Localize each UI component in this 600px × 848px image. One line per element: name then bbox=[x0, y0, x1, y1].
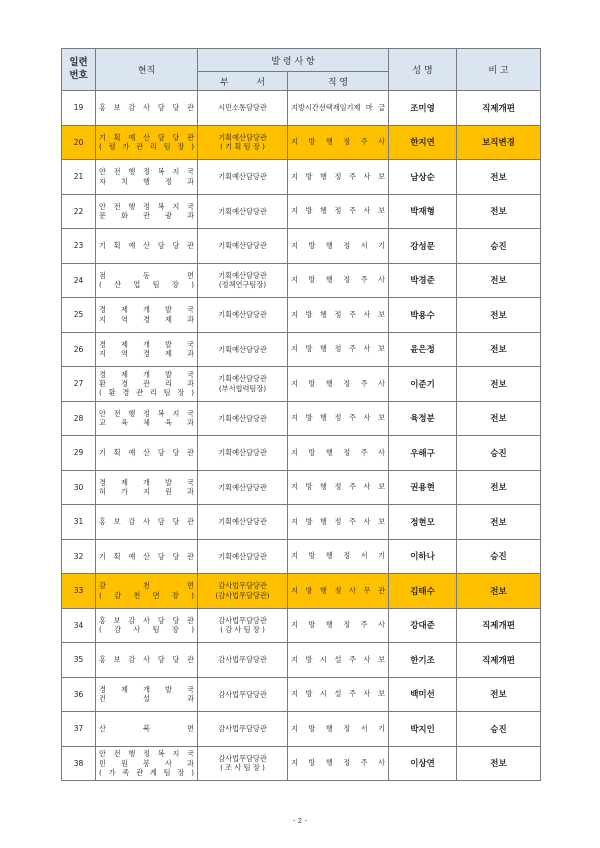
header-job: 직 영 bbox=[288, 72, 389, 91]
row-number: 36 bbox=[62, 677, 96, 712]
assigned-department-line: 감사법무담당관 bbox=[218, 615, 267, 625]
current-position bbox=[96, 470, 198, 505]
table-row bbox=[62, 263, 541, 298]
header-seq-line2: 번호 bbox=[69, 69, 88, 81]
job-grade: 지 방 행 정 주 사 보 bbox=[288, 298, 389, 333]
table-row bbox=[62, 746, 541, 781]
assigned-department-line: 감사법무담당관 bbox=[218, 753, 267, 763]
current-position-line: 자 치 행 정 과 bbox=[99, 176, 194, 186]
table-row bbox=[62, 574, 541, 609]
current-position-line: 안 전 행 정 복 지 국 bbox=[99, 749, 194, 759]
header-seq-line1: 일련 bbox=[69, 57, 88, 69]
row-number: 20 bbox=[62, 125, 96, 160]
current-position-line: 홍 보 감 사 담 당 관 bbox=[99, 517, 194, 527]
row-number: 32 bbox=[62, 539, 96, 574]
row-number: 31 bbox=[62, 505, 96, 540]
personnel-table bbox=[61, 48, 541, 781]
current-position bbox=[96, 194, 198, 229]
assigned-department-line: (정책연구팀장) bbox=[218, 280, 267, 290]
current-position-line: 점 동 면 bbox=[99, 270, 194, 280]
row-number: 26 bbox=[62, 332, 96, 367]
job-grade: 지 방 행 정 주 사 bbox=[288, 263, 389, 298]
remark: 승진 bbox=[457, 712, 541, 747]
current-position bbox=[96, 367, 198, 402]
job-grade: 지 방 행 정 주 사 보 bbox=[288, 194, 389, 229]
table-row bbox=[62, 539, 541, 574]
row-number: 19 bbox=[62, 91, 96, 126]
table-row bbox=[62, 470, 541, 505]
assigned-department-line: 기획예산담당관 bbox=[218, 241, 267, 251]
job-grade: 지 방 행 정 주 사 bbox=[288, 746, 389, 781]
job-grade: 지 방 행 정 주 사 bbox=[288, 436, 389, 471]
row-number: 27 bbox=[62, 367, 96, 402]
header-seq bbox=[62, 49, 96, 91]
assigned-department bbox=[198, 332, 288, 367]
job-grade: 지 방 행 정 주 사 bbox=[288, 125, 389, 160]
current-position-line: 안 전 행 정 복 지 국 bbox=[99, 167, 194, 177]
remark: 직제개편 bbox=[457, 91, 541, 126]
row-number: 23 bbox=[62, 229, 96, 264]
row-number: 28 bbox=[62, 401, 96, 436]
current-position bbox=[96, 608, 198, 643]
current-position bbox=[96, 643, 198, 678]
current-position bbox=[96, 298, 198, 333]
job-grade: 지 방 행 정 서 기 bbox=[288, 712, 389, 747]
assigned-department-line: 기획예산담당관 bbox=[218, 448, 267, 458]
assigned-department-line: 기획예산담당관 bbox=[218, 172, 267, 182]
assigned-department bbox=[198, 367, 288, 402]
job-grade: 지 방 행 정 주 사 보 bbox=[288, 160, 389, 195]
job-grade: 지 방 행 정 서 기 bbox=[288, 539, 389, 574]
current-position-line: 문 화 관 광 과 bbox=[99, 211, 194, 221]
current-position-line: ( 산 업 팀 장 ) bbox=[99, 280, 194, 290]
remark: 전보 bbox=[457, 194, 541, 229]
person-name: 조미영 bbox=[389, 91, 457, 126]
current-position-line: 경 제 개 발 국 bbox=[99, 684, 194, 694]
person-name: 박경준 bbox=[389, 263, 457, 298]
row-number: 37 bbox=[62, 712, 96, 747]
current-position-line: 기 획 예 산 담 당 관 bbox=[99, 241, 194, 251]
job-grade: 지 방 행 정 주 사 보 bbox=[288, 505, 389, 540]
remark: 보직변경 bbox=[457, 125, 541, 160]
current-position bbox=[96, 125, 198, 160]
assigned-department-line: 감사법무담당관 bbox=[218, 724, 267, 734]
assigned-department bbox=[198, 574, 288, 609]
assigned-department-line: 기획예산담당관 bbox=[218, 551, 267, 561]
assigned-department bbox=[198, 712, 288, 747]
person-name: 이상연 bbox=[389, 746, 457, 781]
current-position-line: 산 북 면 bbox=[99, 724, 194, 734]
job-grade: 지 방 행 정 주 사 보 bbox=[288, 332, 389, 367]
job-grade: 지 방 행 정 주 사 보 bbox=[288, 470, 389, 505]
person-name: 김태수 bbox=[389, 574, 457, 609]
current-position-line: 감 천 면 bbox=[99, 581, 194, 591]
table-row bbox=[62, 125, 541, 160]
current-position-line: 홍 보 감 사 담 당 관 bbox=[99, 655, 194, 665]
assigned-department bbox=[198, 470, 288, 505]
table-row bbox=[62, 643, 541, 678]
assigned-department-line: 기획예산담당관 bbox=[218, 374, 267, 384]
person-name: 이준기 bbox=[389, 367, 457, 402]
job-grade: 지방시간선택제임기제 마 급 bbox=[288, 91, 389, 126]
assigned-department bbox=[198, 643, 288, 678]
current-position-line: 지 역 경 제 과 bbox=[99, 349, 194, 359]
current-position bbox=[96, 539, 198, 574]
current-position-line: 경 제 개 발 국 bbox=[99, 477, 194, 487]
assigned-department bbox=[198, 125, 288, 160]
current-position bbox=[96, 436, 198, 471]
assigned-department-line: 기획예산담당관 bbox=[218, 344, 267, 354]
row-number: 24 bbox=[62, 263, 96, 298]
person-name: 한기조 bbox=[389, 643, 457, 678]
assigned-department bbox=[198, 539, 288, 574]
assigned-department bbox=[198, 91, 288, 126]
person-name: 박지인 bbox=[389, 712, 457, 747]
table-row bbox=[62, 332, 541, 367]
current-position bbox=[96, 712, 198, 747]
current-position-line: 기 획 예 산 담 당 관 bbox=[99, 551, 194, 561]
table-row bbox=[62, 367, 541, 402]
remark: 전보 bbox=[457, 470, 541, 505]
remark: 전보 bbox=[457, 401, 541, 436]
current-position-line: 기 획 예 산 담 당 관 bbox=[99, 448, 194, 458]
row-number: 30 bbox=[62, 470, 96, 505]
remark: 전보 bbox=[457, 160, 541, 195]
current-position-line: 경 제 개 발 국 bbox=[99, 305, 194, 315]
table-row bbox=[62, 712, 541, 747]
person-name: 강성문 bbox=[389, 229, 457, 264]
person-name: 우해구 bbox=[389, 436, 457, 471]
assigned-department-line: 감사법무담당관 bbox=[218, 581, 267, 591]
current-position-line: ( 환 경 관 리 팀 장 ) bbox=[99, 388, 194, 398]
current-position-line: 지 역 경 제 과 bbox=[99, 314, 194, 324]
current-position bbox=[96, 160, 198, 195]
current-position-line: 경 제 개 발 국 bbox=[99, 339, 194, 349]
person-name: 박재형 bbox=[389, 194, 457, 229]
current-position-line: ( 감 천 면 장 ) bbox=[99, 590, 194, 600]
remark: 전보 bbox=[457, 263, 541, 298]
current-position-line: 기 획 예 산 담 당 관 bbox=[99, 132, 194, 142]
header-order: 발 령 사 항 bbox=[198, 49, 389, 72]
current-position bbox=[96, 746, 198, 781]
current-position bbox=[96, 91, 198, 126]
remark: 직제개편 bbox=[457, 608, 541, 643]
current-position bbox=[96, 401, 198, 436]
person-name: 한지연 bbox=[389, 125, 457, 160]
row-number: 21 bbox=[62, 160, 96, 195]
assigned-department bbox=[198, 229, 288, 264]
remark: 직제개편 bbox=[457, 643, 541, 678]
assigned-department-line: 기획예산담당관 bbox=[218, 270, 267, 280]
header-name: 성 명 bbox=[389, 49, 457, 91]
assigned-department-line: 감사법무담당관 bbox=[218, 689, 267, 699]
table-row bbox=[62, 160, 541, 195]
current-position-line: 안 전 행 정 복 지 국 bbox=[99, 408, 194, 418]
assigned-department-line: 기획예산담당관 bbox=[218, 482, 267, 492]
table-row bbox=[62, 505, 541, 540]
table-row bbox=[62, 194, 541, 229]
assigned-department-line: (감사법무담당관) bbox=[215, 590, 270, 600]
remark: 승진 bbox=[457, 229, 541, 264]
job-grade: 지 방 시 설 주 사 보 bbox=[288, 677, 389, 712]
table-row bbox=[62, 608, 541, 643]
person-name: 권용현 bbox=[389, 470, 457, 505]
assigned-department-line: ( 감 사 팀 장 ) bbox=[220, 625, 265, 635]
assigned-department-line: ( 기 획 팀 장 ) bbox=[220, 142, 265, 152]
row-number: 33 bbox=[62, 574, 96, 609]
current-position-line: 경 제 개 발 국 bbox=[99, 369, 194, 379]
table-row bbox=[62, 436, 541, 471]
current-position bbox=[96, 574, 198, 609]
remark: 전보 bbox=[457, 332, 541, 367]
assigned-department-line: 기획예산담당관 bbox=[218, 413, 267, 423]
remark: 승진 bbox=[457, 539, 541, 574]
current-position-line: 허 가 지 원 과 bbox=[99, 487, 194, 497]
current-position bbox=[96, 263, 198, 298]
job-grade: 지 방 행 정 서 기 bbox=[288, 229, 389, 264]
current-position-line: ( 가 족 관 계 팀 장 ) bbox=[99, 767, 194, 777]
assigned-department bbox=[198, 677, 288, 712]
remark: 전보 bbox=[457, 677, 541, 712]
header-dept: 부 서 bbox=[198, 72, 288, 91]
remark: 전보 bbox=[457, 298, 541, 333]
row-number: 38 bbox=[62, 746, 96, 781]
assigned-department-line: 시민소통담당관 bbox=[218, 103, 267, 113]
assigned-department-line: 기획예산담당관 bbox=[218, 206, 267, 216]
current-position bbox=[96, 505, 198, 540]
row-number: 25 bbox=[62, 298, 96, 333]
assigned-department-line: 기획예산담당관 bbox=[218, 310, 267, 320]
job-grade: 지 방 행 정 주 사 bbox=[288, 608, 389, 643]
table-row bbox=[62, 298, 541, 333]
current-position bbox=[96, 332, 198, 367]
person-name: 정현모 bbox=[389, 505, 457, 540]
assigned-department bbox=[198, 194, 288, 229]
assigned-department-line: 기획예산담당관 bbox=[218, 132, 267, 142]
assigned-department bbox=[198, 401, 288, 436]
assigned-department bbox=[198, 298, 288, 333]
job-grade: 지 방 행 정 사 무 관 bbox=[288, 574, 389, 609]
current-position-line: ( 감 사 팀 장 ) bbox=[99, 625, 194, 635]
person-name: 윤은정 bbox=[389, 332, 457, 367]
header-note: 비 고 bbox=[457, 49, 541, 91]
assigned-department bbox=[198, 263, 288, 298]
assigned-department-line: (부서협력팀장) bbox=[218, 383, 267, 393]
header-current: 현직 bbox=[96, 49, 198, 91]
assigned-department bbox=[198, 505, 288, 540]
assigned-department bbox=[198, 160, 288, 195]
current-position-line: 건 설 과 bbox=[99, 694, 194, 704]
remark: 전보 bbox=[457, 574, 541, 609]
current-position-line: 안 전 행 정 복 지 국 bbox=[99, 201, 194, 211]
table-row bbox=[62, 91, 541, 126]
current-position bbox=[96, 677, 198, 712]
person-name: 박용수 bbox=[389, 298, 457, 333]
current-position-line: 환 경 관 리 과 bbox=[99, 379, 194, 389]
current-position-line: 홍 보 감 사 담 당 관 bbox=[99, 103, 194, 113]
row-number: 29 bbox=[62, 436, 96, 471]
assigned-department bbox=[198, 436, 288, 471]
person-name: 백미선 bbox=[389, 677, 457, 712]
remark: 전보 bbox=[457, 746, 541, 781]
assigned-department bbox=[198, 746, 288, 781]
person-name: 육정분 bbox=[389, 401, 457, 436]
assigned-department-line: 감사법무담당관 bbox=[218, 655, 267, 665]
table-row bbox=[62, 401, 541, 436]
table-row bbox=[62, 677, 541, 712]
job-grade: 지 방 행 정 주 사 bbox=[288, 367, 389, 402]
person-name: 이하나 bbox=[389, 539, 457, 574]
assigned-department-line: 기획예산담당관 bbox=[218, 517, 267, 527]
current-position-line: 교 육 체 육 과 bbox=[99, 418, 194, 428]
assigned-department bbox=[198, 608, 288, 643]
job-grade: 지 방 행 정 주 사 보 bbox=[288, 401, 389, 436]
remark: 전보 bbox=[457, 505, 541, 540]
row-number: 34 bbox=[62, 608, 96, 643]
current-position-line: ( 평 가 관 리 팀 장 ) bbox=[99, 142, 194, 152]
row-number: 22 bbox=[62, 194, 96, 229]
table-body bbox=[62, 91, 541, 781]
remark: 전보 bbox=[457, 367, 541, 402]
page-number: - 2 - bbox=[293, 817, 307, 825]
table-row bbox=[62, 229, 541, 264]
person-name: 강대준 bbox=[389, 608, 457, 643]
current-position-line: 홍 보 감 사 담 당 관 bbox=[99, 615, 194, 625]
row-number: 35 bbox=[62, 643, 96, 678]
assigned-department-line: ( 조 사 팀 장 ) bbox=[220, 763, 265, 773]
current-position bbox=[96, 229, 198, 264]
job-grade: 지 방 시 설 주 사 보 bbox=[288, 643, 389, 678]
remark: 승진 bbox=[457, 436, 541, 471]
current-position-line: 민 원 봉 사 과 bbox=[99, 758, 194, 768]
person-name: 남상순 bbox=[389, 160, 457, 195]
